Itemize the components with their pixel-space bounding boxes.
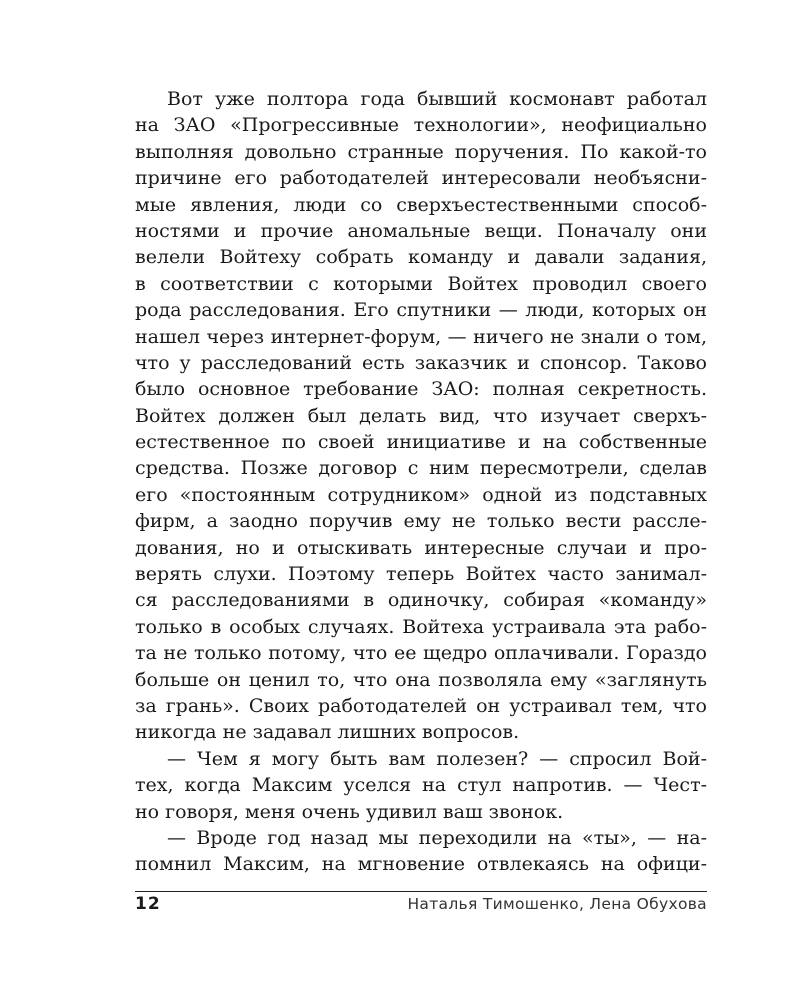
footer-divider <box>135 891 707 892</box>
text-line: Вот уже полтора года бывший космонавт работал <box>167 88 707 110</box>
text-line: помнил Максим, на мгновение отвлекаясь на офици- <box>135 853 707 876</box>
text-line: тех, когда Максим уселся на стул напротив. — Чест- <box>135 774 707 797</box>
text-line: никогда не задавал лишних вопросов. <box>135 721 520 744</box>
text-line: нашел через интернет-форум, — ничего не знали о том, <box>135 325 707 348</box>
dialogue-line: — Вроде год назад мы переходили на «ты», — на- <box>167 826 707 849</box>
text-line: выполняя довольно странные поручения. По какой-то <box>135 140 707 163</box>
text-line: за грань». Своих работодателей он устраивал тем, что <box>135 694 707 717</box>
text-line: та не только потому, что ее щедро оплачивали. Гораздо <box>135 642 707 665</box>
text-line: в соответствии с которыми Войтех проводил своего <box>135 272 707 295</box>
body-text <box>135 86 707 878</box>
text-line: мые явления, люди со сверхъестественными способ- <box>135 193 707 216</box>
page-number: 12 <box>135 894 161 914</box>
text-line: ностями и прочие аномальные вещи. Поначалу они <box>135 219 707 242</box>
text-line: его «постоянным сотрудником» одной из подставных <box>135 483 707 506</box>
text-line: только в особых случаях. Войтеха устраивала эта рабо- <box>135 615 707 638</box>
text-line: но говоря, меня очень удивил ваш звонок. <box>135 800 564 823</box>
text-line: больше он ценил то, что она позволяла ему «заглянуть <box>135 668 707 691</box>
text-line: естественное по своей инициативе и на собственные <box>135 431 707 454</box>
text-line: причине его работодателей интересовали необъясни- <box>135 167 707 190</box>
text-line: было основное требование ЗАО: полная секретность. <box>135 378 707 401</box>
text-line: дования, но и отыскивать интересные случаи и про- <box>135 536 707 559</box>
text-line: велели Войтеху собрать команду и давали задания, <box>135 246 707 269</box>
text-line: средства. Позже договор с ним пересмотрели, сделав <box>135 457 707 480</box>
text-line: Войтех должен был делать вид, что изучает сверхъ- <box>135 404 707 427</box>
text-line: на ЗАО «Прогрессивные технологии», неофициально <box>135 114 707 137</box>
text-line: что у расследований есть заказчик и спонсор. Таково <box>135 351 707 374</box>
dialogue-line: — Чем я могу быть вам полезен? — спросил Вой- <box>167 747 707 770</box>
text-line: верять слухи. Поэтому теперь Войтех часто занимал- <box>135 563 707 586</box>
text-line: фирм, а заодно поручив ему не только вести рассле- <box>135 510 707 533</box>
text-line: ся расследованиями в одиночку, собирая «команду» <box>135 589 707 612</box>
text-line: рода расследования. Его спутники — люди, которых он <box>135 299 707 322</box>
running-footer-authors: Наталья Тимошенко, Лена Обухова <box>407 895 707 913</box>
